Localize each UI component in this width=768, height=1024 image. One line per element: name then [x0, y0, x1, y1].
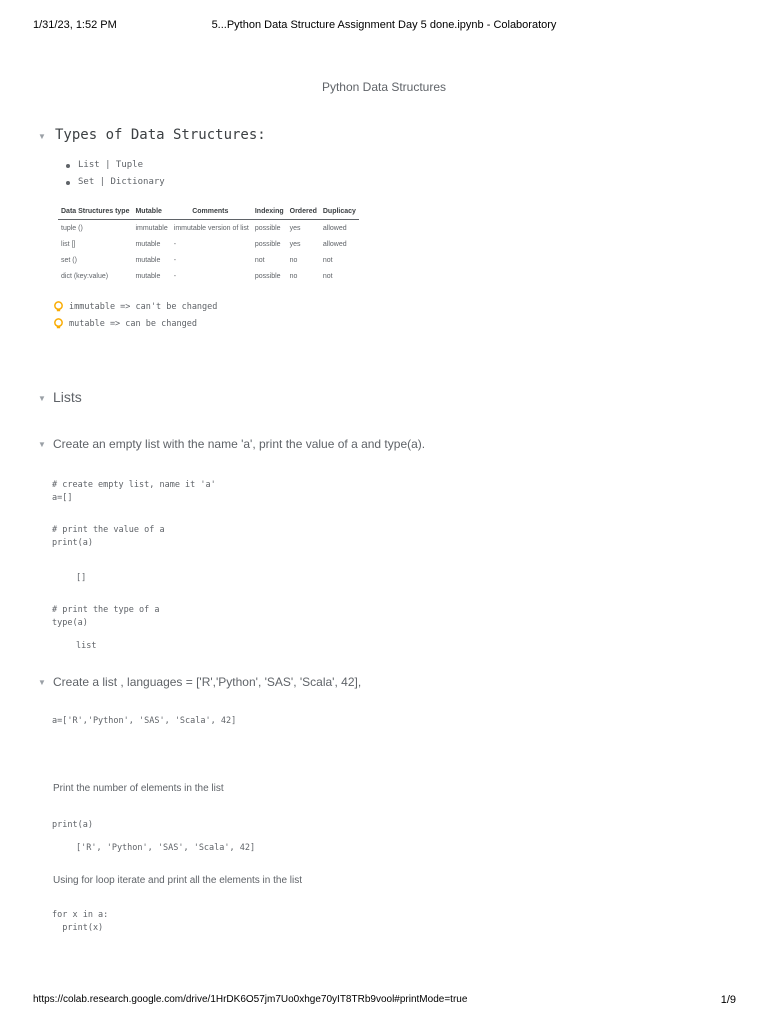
table-cell: yes — [289, 224, 301, 232]
table-cell: allowed — [322, 240, 347, 248]
note-immutable-text: immutable => can't be changed — [69, 301, 218, 312]
table-cell: possible — [254, 272, 281, 280]
collapse-section-icon[interactable]: ▼ — [38, 440, 46, 449]
table-cell: immutable version of list — [173, 224, 249, 232]
code-cell[interactable]: # create empty list, name it 'a' a=[] — [52, 480, 216, 503]
bullet-list-tuple: List | Tuple — [52, 160, 165, 177]
section-heading-types: Types of Data Structures: — [55, 127, 266, 143]
note-mutable — [53, 316, 217, 331]
table-cell: not — [322, 256, 333, 264]
collapse-section-icon[interactable]: ▼ — [38, 394, 46, 403]
table-cell: - — [173, 240, 177, 248]
cell-output: ['R', 'Python', 'SAS', 'Scala', 42] — [76, 843, 256, 853]
table-cell: mutable — [135, 272, 161, 280]
subsection-heading-empty-list: Create an empty list with the name 'a', print the value of a and type(a). — [53, 437, 426, 451]
note-mutable-text: mutable => can be changed — [69, 318, 197, 329]
print-page-number: 1/9 — [720, 994, 736, 1006]
table-cell: yes — [289, 240, 301, 248]
data-structures-table — [58, 205, 359, 284]
cell-output: [] — [76, 573, 87, 583]
text-cell-count: Print the number of elements in the list — [53, 783, 224, 794]
collapse-section-icon[interactable]: ▼ — [38, 132, 46, 141]
table-header: Comments — [171, 205, 252, 220]
table-cell: tuple () — [61, 224, 83, 232]
table-row — [58, 220, 359, 237]
table-header: Data Structures type — [58, 205, 132, 220]
code-cell[interactable]: print(a) — [52, 820, 93, 830]
table-cell: mutable — [135, 256, 161, 264]
table-cell: no — [289, 272, 298, 280]
code-cell[interactable]: # print the type of a type(a) — [52, 605, 160, 628]
collapse-section-icon[interactable]: ▼ — [38, 678, 46, 687]
bullet-set-dictionary: Set | Dictionary — [52, 177, 165, 194]
lightbulb-icon — [53, 301, 64, 312]
table-row — [58, 236, 359, 252]
print-url: https://colab.research.google.com/drive/1HrDK6O57jm7Uo0xhge70yIT8TRb9vool#printMode=true — [33, 994, 468, 1005]
code-cell[interactable]: # print the value of a print(a) — [52, 525, 165, 548]
table-cell: dict (key:value) — [61, 272, 109, 280]
notebook-title: Python Data Structures — [321, 80, 447, 94]
table-cell: not — [322, 272, 333, 280]
subsection-heading-languages: Create a list , languages = ['R','Python', 'SAS', 'Scala', 42], — [53, 675, 362, 689]
table-cell: mutable — [135, 240, 161, 248]
table-header: Duplicacy — [320, 205, 359, 220]
table-cell: possible — [254, 224, 281, 232]
print-date: 1/31/23, 1:52 PM — [33, 19, 117, 31]
code-cell[interactable]: a=['R','Python', 'SAS', 'Scala', 42] — [52, 716, 237, 726]
table-row — [58, 268, 359, 284]
table-cell: set () — [61, 256, 77, 264]
table-cell: - — [173, 272, 177, 280]
table-cell: possible — [254, 240, 281, 248]
print-page-title: 5...Python Data Structure Assignment Day 5 done.ipynb - Colaboratory — [211, 19, 557, 31]
data-structure-bullet-list — [52, 160, 165, 194]
note-immutable — [53, 299, 217, 314]
section-heading-lists: Lists — [53, 389, 82, 405]
table-cell: not — [254, 256, 265, 264]
table-header: Indexing — [252, 205, 287, 220]
table-header-row — [58, 205, 359, 220]
table-header: Ordered — [287, 205, 320, 220]
code-cell[interactable]: for x in a: print(x) — [52, 910, 109, 933]
table-row — [58, 252, 359, 268]
table-cell: immutable — [135, 224, 168, 232]
table-cell: allowed — [322, 224, 347, 232]
cell-output: list — [76, 641, 97, 651]
table-cell: list [] — [61, 240, 76, 248]
lightbulb-icon — [53, 318, 64, 329]
table-cell: no — [289, 256, 298, 264]
table-header: Mutable — [132, 205, 170, 220]
text-cell-loop: Using for loop iterate and print all the elements in the list — [53, 875, 303, 886]
mutability-notes — [53, 299, 217, 331]
table-cell: - — [173, 256, 177, 264]
